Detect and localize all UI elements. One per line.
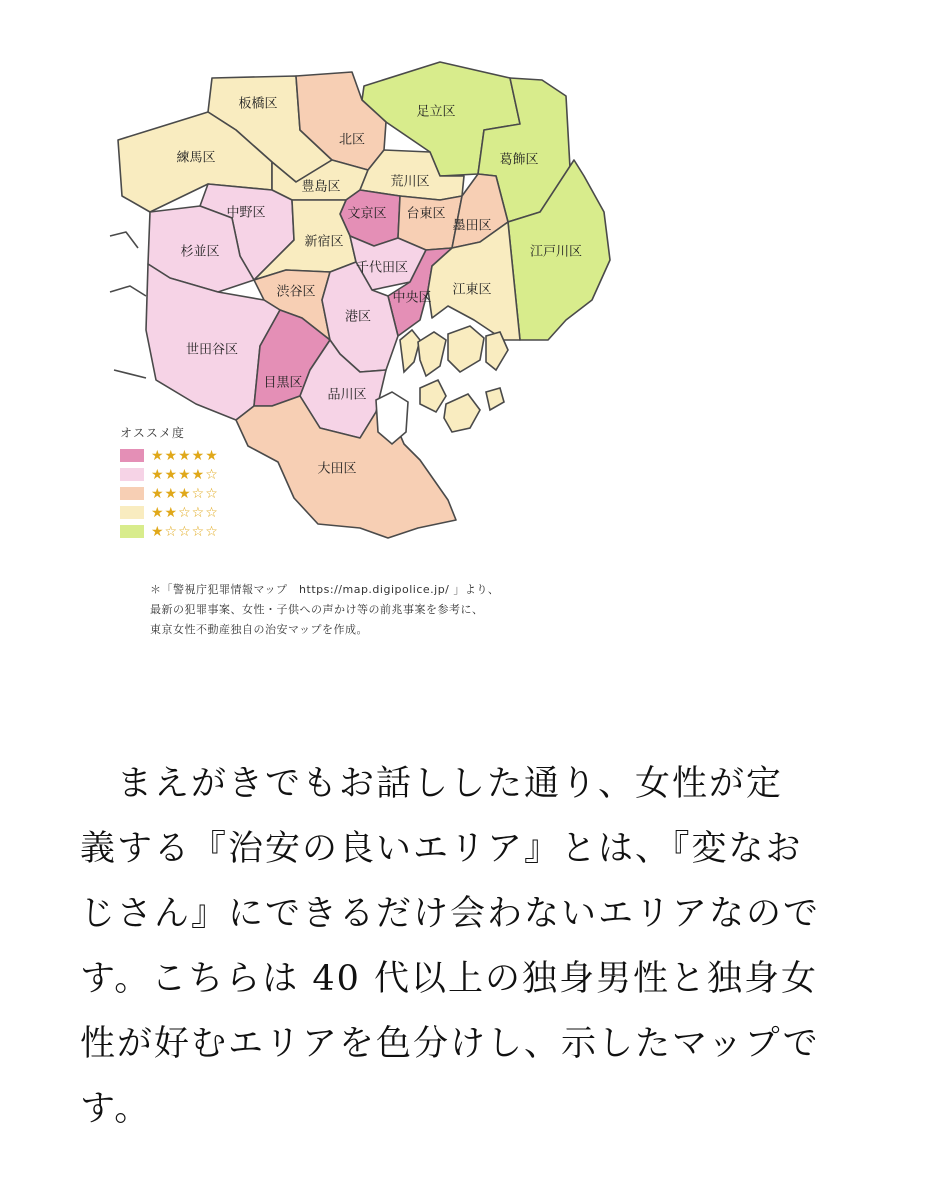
ward-label-bunkyo: 文京区 <box>347 206 387 222</box>
ward-label-nakano: 中野区 <box>226 205 266 221</box>
ward-label-katsushika: 葛飾区 <box>499 152 539 168</box>
body-line-4: す。こちらは 40 代以上の独身男性と独身女 <box>80 959 818 999</box>
bay-island <box>420 380 446 412</box>
ward-label-adachi: 足立区 <box>416 104 456 120</box>
body-paragraph <box>80 752 880 1142</box>
ward-label-nerima: 練馬区 <box>176 150 216 166</box>
note-line-2: 最新の犯罪事案、女性・子供への声かけ等の前兆事案を参考に、 <box>150 603 484 616</box>
ward-label-chiyoda: 千代田区 <box>355 260 409 276</box>
neighbor-outline-2 <box>114 370 146 378</box>
legend-swatch-3 <box>120 487 144 500</box>
legend-stars-3: ★★★☆☆ <box>151 486 219 502</box>
ward-label-shibuya: 渋谷区 <box>276 284 316 300</box>
ward-label-setagaya: 世田谷区 <box>185 342 239 358</box>
legend-title: オススメ度 <box>120 426 185 440</box>
ward-label-ota: 大田区 <box>317 461 357 477</box>
note-line-3: 東京女性不動産独自の治安マップを作成。 <box>150 623 369 636</box>
ward-label-shinagawa: 品川区 <box>327 387 367 403</box>
note-line-1: ＊「警視庁犯罪情報マップ https://map.digipolice.jp/ 」より、 <box>150 583 500 596</box>
ward-label-sumida: 墨田区 <box>452 218 492 234</box>
body-line-3: じさん』にできるだけ会わないエリアなので <box>80 894 821 934</box>
legend-stars-2: ★★☆☆☆ <box>151 505 219 521</box>
body-line-2: 義する『治安の良いエリア』とは、『変なお <box>80 829 803 869</box>
bay-island <box>448 326 484 372</box>
ward-label-minato: 港区 <box>344 309 372 325</box>
ward-label-shinjuku: 新宿区 <box>304 234 344 250</box>
map-legend <box>120 425 219 540</box>
ward-label-arakawa: 荒川区 <box>390 174 430 190</box>
body-line-5: 性が好むエリアを色分けし、示したマップで <box>80 1024 820 1064</box>
ward-label-suginami: 杉並区 <box>180 244 220 260</box>
ward-label-taito: 台東区 <box>406 206 446 222</box>
ward-label-chuo: 中央区 <box>392 290 432 306</box>
neighbor-outline-0 <box>110 232 138 248</box>
legend-stars-4: ★★★★☆ <box>151 467 219 483</box>
body-line-1: まえがきでもお話しした通り、女性が定 <box>80 764 784 804</box>
ward-label-edogawa: 江戸川区 <box>529 244 583 260</box>
ward-label-kita: 北区 <box>338 132 366 148</box>
bay-island <box>486 388 504 410</box>
bay-island <box>400 330 420 372</box>
bay-island <box>418 332 446 376</box>
bay-island <box>444 394 480 432</box>
legend-stars-5: ★★★★★ <box>151 448 219 464</box>
neighbor-outline-1 <box>110 286 146 296</box>
legend-swatch-4 <box>120 468 144 481</box>
legend-swatch-2 <box>120 506 144 519</box>
ward-label-toshima: 豊島区 <box>301 179 341 195</box>
ward-label-meguro: 目黒区 <box>263 375 303 391</box>
source-note <box>150 580 499 640</box>
legend-stars-1: ★☆☆☆☆ <box>151 524 219 540</box>
ward-label-koto: 江東区 <box>452 282 492 298</box>
body-line-6: す。 <box>80 1089 152 1129</box>
ward-label-itabashi: 板橋区 <box>238 96 278 112</box>
legend-swatch-1 <box>120 525 144 538</box>
legend-swatch-5 <box>120 449 144 462</box>
